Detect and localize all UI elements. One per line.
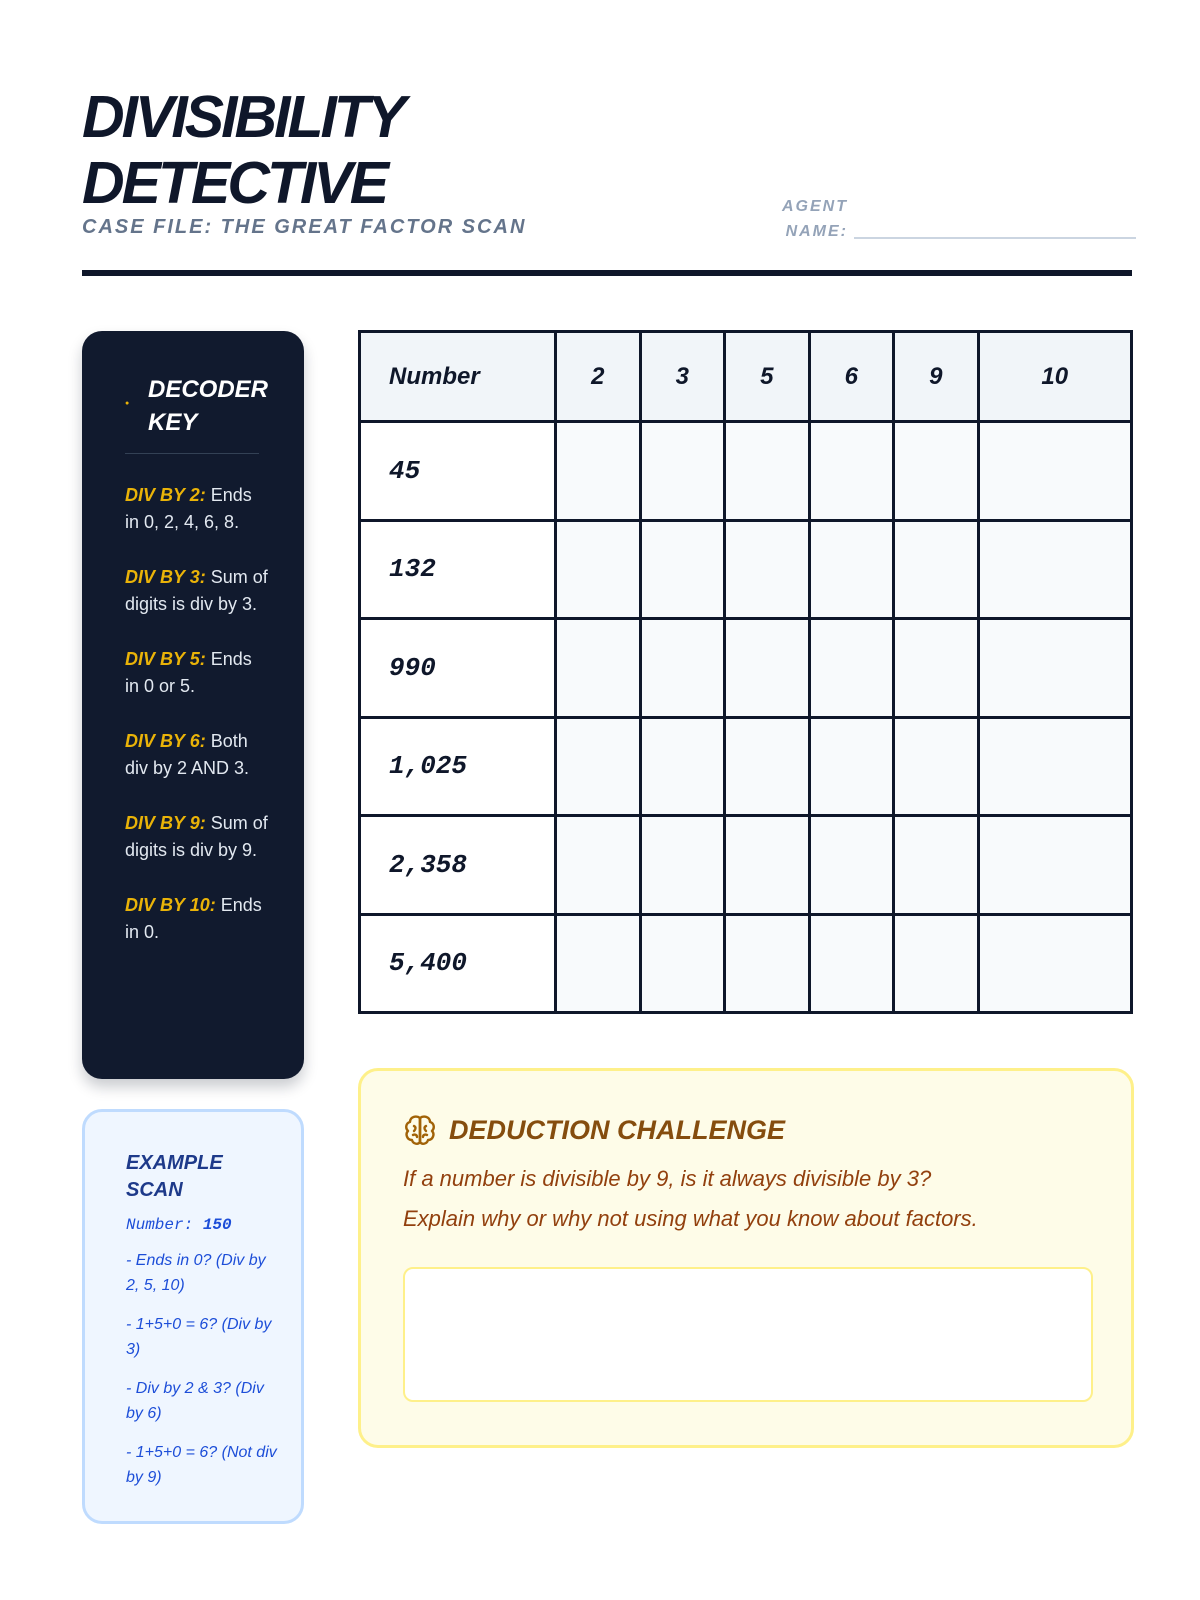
rule-div-5 — [125, 646, 270, 700]
answer-cell[interactable] — [894, 816, 979, 915]
case-file-subtitle: CASE FILE: THE GREAT FACTOR SCAN — [82, 216, 527, 238]
rule-text: Both div by 2 AND 3. — [125, 731, 250, 778]
answer-cell[interactable] — [640, 422, 725, 521]
answer-cell[interactable] — [809, 816, 894, 915]
example-number-label: Number: — [126, 1216, 203, 1234]
example-title-line-1: EXAMPLE — [126, 1152, 223, 1174]
example-step-3: - Div by 2 & 3? (Div by 6) — [126, 1380, 264, 1422]
rule-text: Ends in 0 or 5. — [125, 649, 252, 696]
decoder-bullet-icon: ● — [125, 400, 130, 407]
rule-tag: DIV BY 6: — [125, 731, 206, 751]
rule-div-10 — [125, 892, 270, 946]
challenge-title: DEDUCTION CHALLENGE — [449, 1114, 785, 1145]
row-number: 1,025 — [360, 717, 556, 816]
challenge-prompt-line-1: If a number is divisible by 9, is it always divisible by 3? — [403, 1166, 932, 1191]
row-number: 5,400 — [360, 914, 556, 1013]
answer-cell[interactable] — [556, 914, 641, 1013]
answer-cell[interactable] — [978, 422, 1132, 521]
challenge-header — [403, 1113, 1089, 1147]
answer-cell[interactable] — [556, 422, 641, 521]
header-div-3: 3 — [640, 332, 725, 422]
table-row — [360, 520, 1132, 619]
table-row — [360, 816, 1132, 915]
decoder-divider — [125, 453, 259, 454]
answer-cell[interactable] — [978, 816, 1132, 915]
row-number: 990 — [360, 619, 556, 718]
header-div-6: 6 — [809, 332, 894, 422]
example-scan-panel — [82, 1109, 304, 1524]
answer-cell[interactable] — [640, 717, 725, 816]
row-number: 45 — [360, 422, 556, 521]
answer-cell[interactable] — [640, 816, 725, 915]
answer-cell[interactable] — [725, 422, 810, 521]
deduction-challenge-panel — [358, 1068, 1134, 1448]
example-step-2: - 1+5+0 = 6? (Div by 3) — [126, 1316, 272, 1358]
answer-cell[interactable] — [640, 520, 725, 619]
rule-tag: DIV BY 3: — [125, 567, 206, 587]
answer-cell[interactable] — [809, 520, 894, 619]
decoder-key-title — [148, 373, 270, 439]
example-number-value: 150 — [202, 1216, 232, 1234]
example-step-1: - Ends in 0? (Div by 2, 5, 10) — [126, 1252, 266, 1294]
rule-text: Sum of digits is div by 9. — [125, 813, 268, 860]
answer-cell[interactable] — [725, 717, 810, 816]
example-title-line-2: SCAN — [126, 1179, 183, 1201]
rule-div-9 — [125, 810, 270, 864]
answer-cell[interactable] — [556, 816, 641, 915]
answer-cell[interactable] — [725, 619, 810, 718]
header-number: Number — [360, 332, 556, 422]
answer-cell[interactable] — [556, 520, 641, 619]
header-div-9: 9 — [894, 332, 979, 422]
answer-cell[interactable] — [809, 717, 894, 816]
answer-cell[interactable] — [978, 520, 1132, 619]
answer-cell[interactable] — [809, 619, 894, 718]
agent-name-field[interactable] — [768, 194, 1138, 244]
table-row — [360, 914, 1132, 1013]
header-div-10: 10 — [978, 332, 1132, 422]
answer-cell[interactable] — [809, 422, 894, 521]
answer-cell[interactable] — [725, 520, 810, 619]
worksheet-header — [82, 84, 1132, 280]
header-div-2: 2 — [556, 332, 641, 422]
brain-icon — [403, 1113, 437, 1147]
rule-div-3 — [125, 564, 270, 618]
answer-cell[interactable] — [725, 914, 810, 1013]
table-header-row — [360, 332, 1132, 422]
challenge-prompt — [403, 1159, 1093, 1239]
table-row — [360, 422, 1132, 521]
rule-tag: DIV BY 2: — [125, 485, 206, 505]
row-number: 2,358 — [360, 816, 556, 915]
answer-cell[interactable] — [978, 619, 1132, 718]
header-divider — [82, 270, 1132, 276]
answer-cell[interactable] — [894, 914, 979, 1013]
row-number: 132 — [360, 520, 556, 619]
decoder-title-line-1: DECODER — [148, 376, 269, 403]
rule-div-2 — [125, 482, 270, 536]
rule-text: Ends in 0. — [125, 895, 262, 942]
agent-label-line-1: AGENT — [782, 198, 848, 215]
answer-cell[interactable] — [894, 717, 979, 816]
agent-label-line-2: NAME: — [785, 223, 848, 240]
answer-cell[interactable] — [556, 619, 641, 718]
divisibility-table — [358, 330, 1133, 1014]
decoder-title-line-2: KEY — [148, 409, 198, 436]
challenge-answer-box[interactable] — [403, 1267, 1093, 1402]
table-row — [360, 619, 1132, 718]
agent-name-label — [768, 194, 848, 244]
title-line-1: DIVISIBILITY — [82, 84, 404, 150]
rule-text: Ends in 0, 2, 4, 6, 8. — [125, 485, 252, 532]
example-number — [126, 1216, 281, 1234]
example-step-4: - 1+5+0 = 6? (Not div by 9) — [126, 1444, 277, 1486]
header-div-5: 5 — [725, 332, 810, 422]
rule-div-6 — [125, 728, 270, 782]
challenge-prompt-line-2: Explain why or why not using what you know about factors. — [403, 1206, 978, 1231]
answer-cell[interactable] — [640, 914, 725, 1013]
decoder-key-header — [125, 373, 270, 439]
decoder-key-panel — [82, 331, 304, 1079]
answer-cell[interactable] — [640, 619, 725, 718]
agent-name-line[interactable] — [854, 237, 1136, 239]
answer-cell[interactable] — [894, 619, 979, 718]
answer-cell[interactable] — [894, 422, 979, 521]
rule-tag: DIV BY 5: — [125, 649, 206, 669]
rule-tag: DIV BY 10: — [125, 895, 216, 915]
answer-cell[interactable] — [894, 520, 979, 619]
example-scan-title — [126, 1150, 281, 1204]
table-row — [360, 717, 1132, 816]
answer-cell[interactable] — [978, 914, 1132, 1013]
answer-cell[interactable] — [725, 816, 810, 915]
answer-cell[interactable] — [978, 717, 1132, 816]
title-line-2: DETECTIVE — [82, 150, 387, 216]
answer-cell[interactable] — [556, 717, 641, 816]
rule-text: Sum of digits is div by 3. — [125, 567, 268, 614]
rule-tag: DIV BY 9: — [125, 813, 206, 833]
answer-cell[interactable] — [809, 914, 894, 1013]
